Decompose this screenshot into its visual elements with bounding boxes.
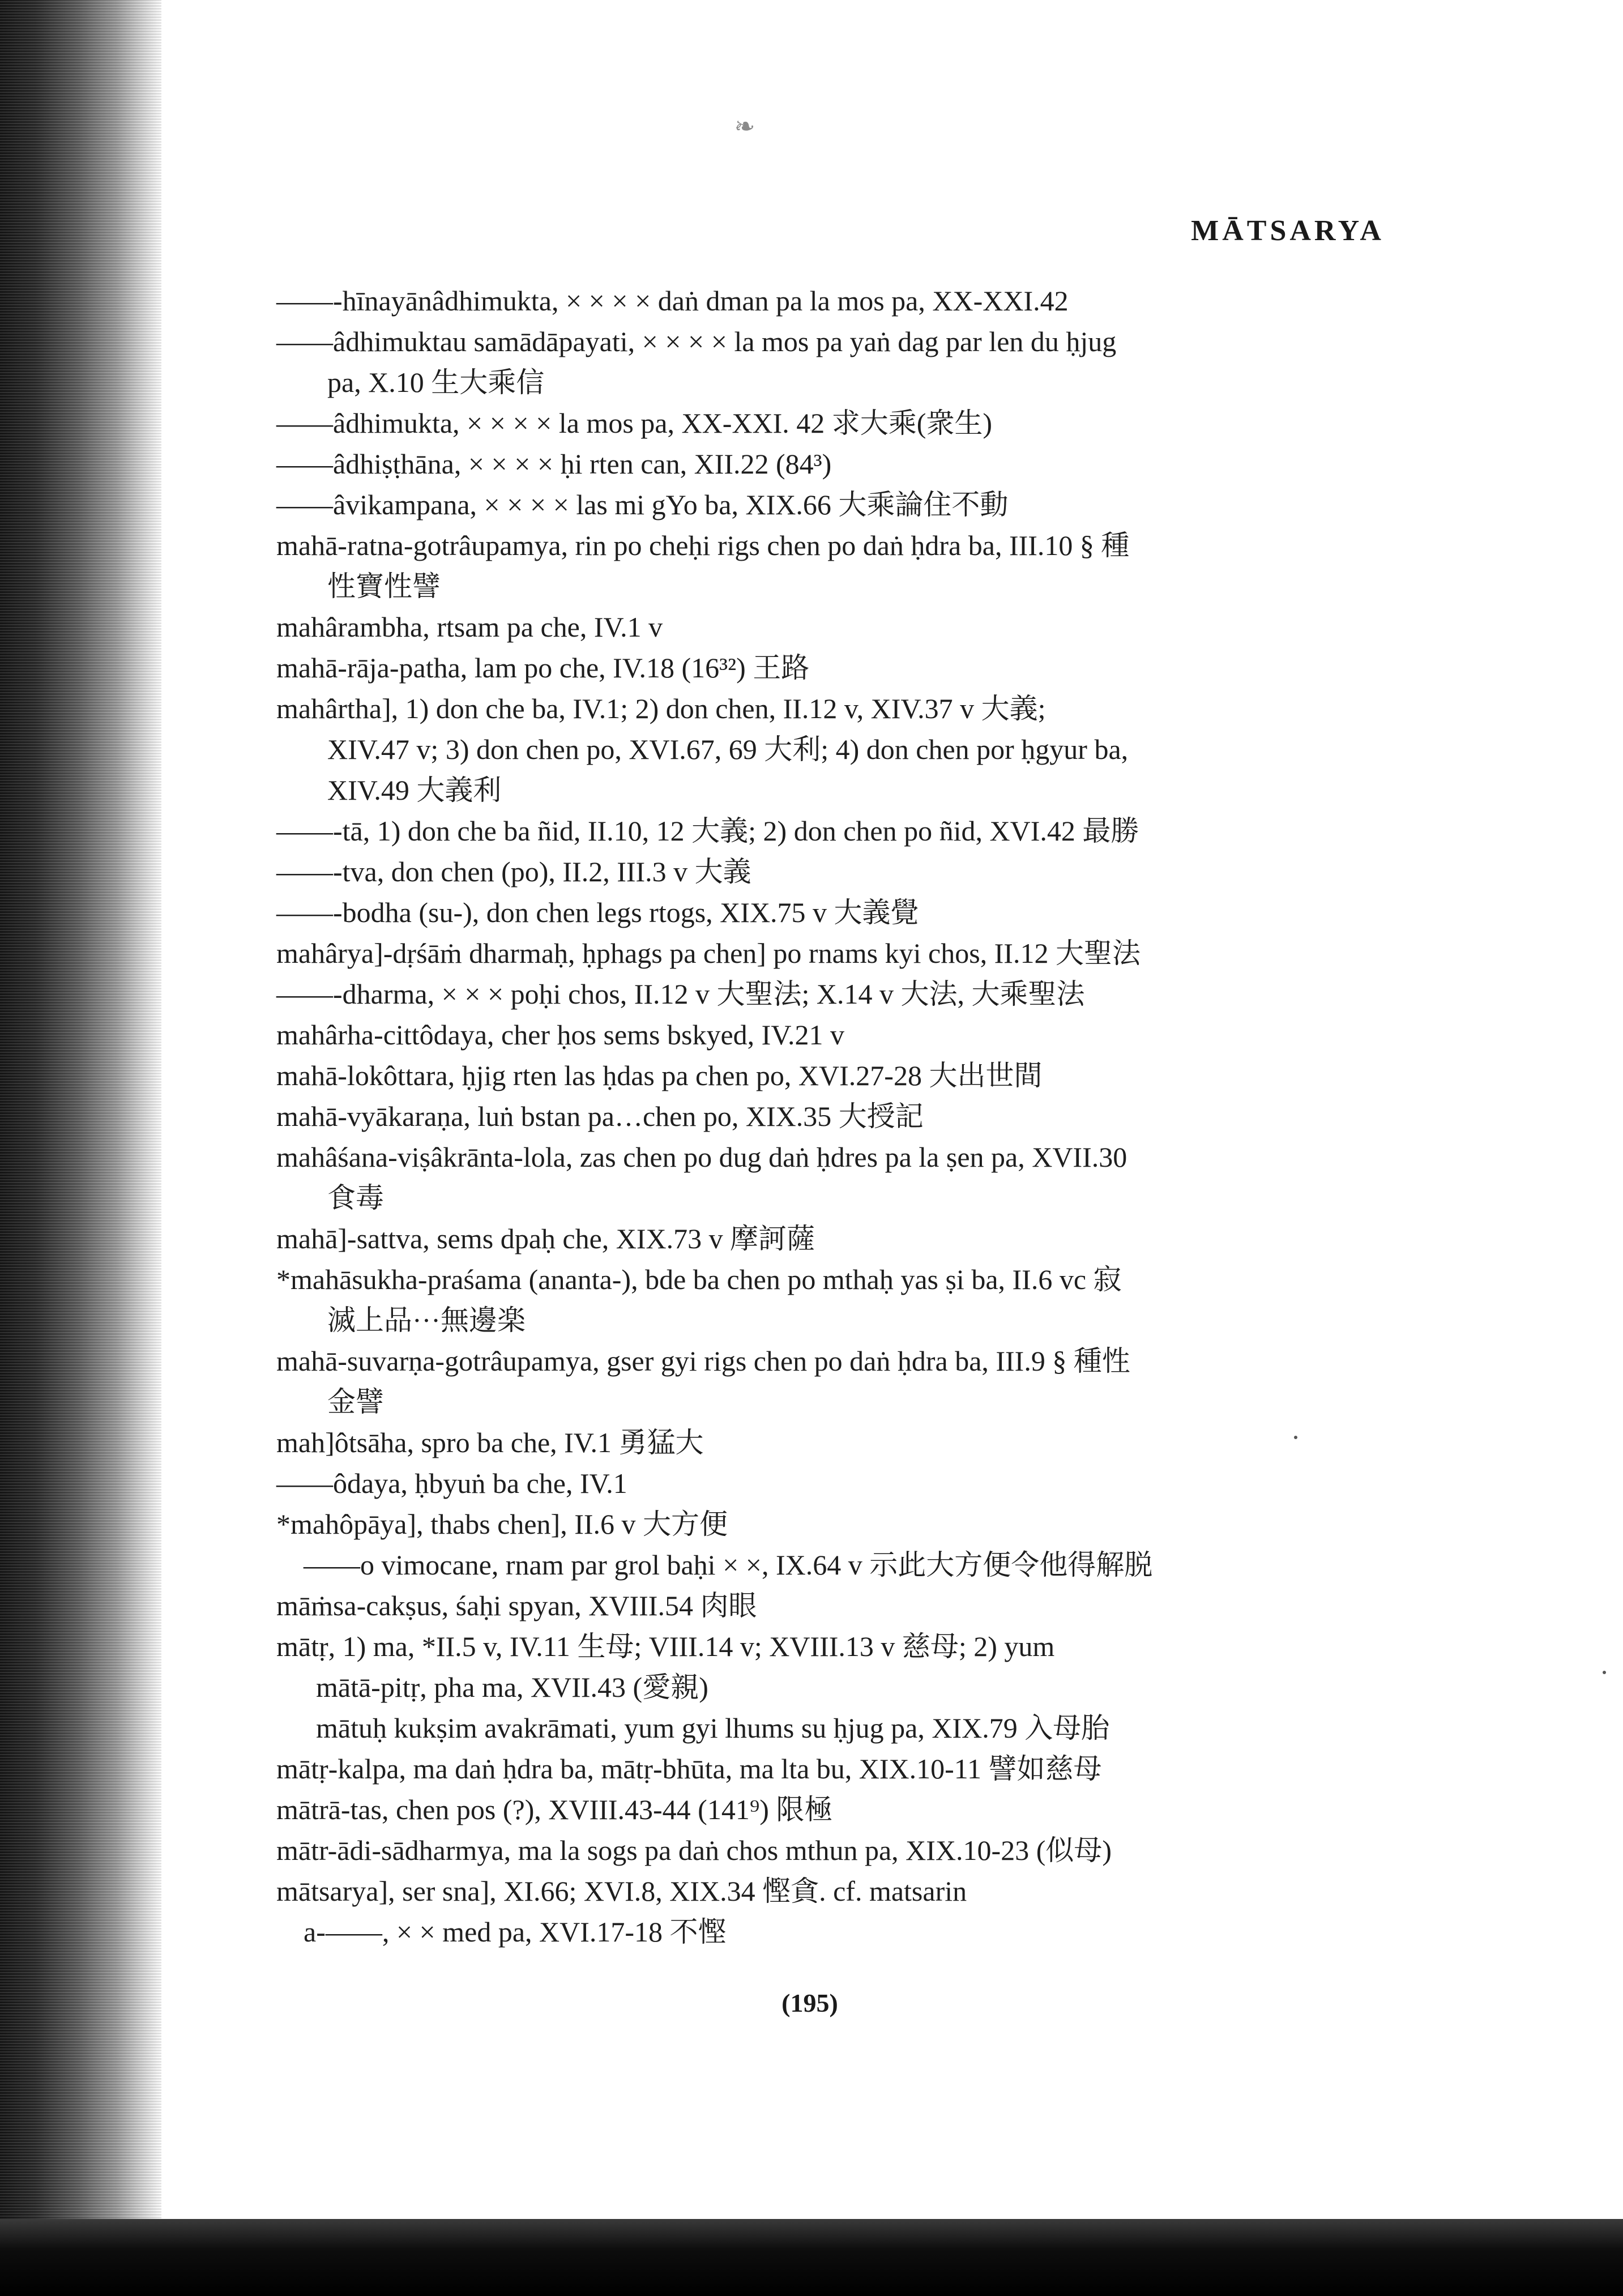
glossary-line: ——âdhimuktau samādāpayati, × × × × la mos pa yaṅ dag par len du ḥjug [276, 326, 1117, 357]
glossary-line: ——âdhimukta, × × × × la mos pa, XX-XXI. 42 求大乘(衆生) [276, 407, 993, 439]
glossary-line: mah]ôtsāha, spro ba che, IV.1 勇猛大 [276, 1427, 704, 1458]
glossary-line: mātr-ādi-sādharmya, ma la sogs pa daṅ chos mthun pa, XIX.10-23 (似母) [276, 1834, 1112, 1866]
glossary-line: ——o vimocane, rnam par grol baḥi × ×, IX.64 v 示此大方便令他得解脱 [304, 1549, 1153, 1581]
glossary-line-continuation: 滅上品···無邊楽 [327, 1304, 526, 1336]
glossary-line: mahârya]-dṛśāṁ dharmaḥ, ḥphags pa chen] po rnams kyi chos, II.12 大聖法 [276, 937, 1141, 969]
glossary-line: mahā-lokôttara, ḥjig rten las ḥdas pa chen po, XVI.27-28 大出世間 [276, 1060, 1043, 1091]
glossary-line: mahā-vyākaraṇa, luṅ bstan pa…chen po, XIX.35 大授記 [276, 1100, 924, 1132]
glossary-line: mahârtha], 1) don che ba, IV.1; 2) don chen, II.12 v, XIV.37 v 大義; [276, 693, 1046, 724]
glossary-line-continuation: XIV.47 v; 3) don chen po, XVI.67, 69 大利; 4) don chen por ḥgyur ba, [327, 733, 1129, 765]
glossary-line: mahā]-sattva, sems dpaḥ che, XIX.73 v 摩訶薩 [276, 1223, 815, 1254]
glossary-line: mātrā-tas, chen pos (?), XVIII.43-44 (141⁹) 限極 [276, 1794, 833, 1825]
glossary-line-continuation: 金譬 [327, 1386, 384, 1418]
page-number: (195) [781, 1988, 838, 2017]
glossary-entries [276, 280, 1386, 1952]
running-title: MĀTSARYA [1191, 215, 1385, 247]
glossary-line: *mahôpāya], thabs chen], II.6 v 大方便 [276, 1508, 728, 1540]
glossary-line: ——-tva, don chen (po), II.2, III.3 v 大義 [276, 856, 751, 887]
glossary-line: mātṛ-kalpa, ma daṅ ḥdra ba, mātṛ-bhūta, ma lta bu, XIX.10-11 譬如慈母 [276, 1753, 1102, 1785]
glossary-line-continuation: 食毒 [327, 1182, 384, 1214]
scan-bottom-shadow [0, 2219, 1623, 2296]
glossary-line: ——-dharma, × × × poḥi chos, II.12 v 大聖法; X.14 v 大法, 大乘聖法 [276, 978, 1085, 1010]
glossary-line: mahā-suvarṇa-gotrâupamya, gser gyi rigs chen po daṅ ḥdra ba, III.9 § 種性 [276, 1345, 1130, 1377]
glossary-line-continuation: XIV.49 大義利 [327, 774, 502, 806]
glossary-line: mātā-pitṛ, pha ma, XVII.43 (愛親) [316, 1671, 708, 1703]
glossary-line: ——-bodha (su-), don chen legs rtogs, XIX.75 v 大義覺 [276, 897, 919, 928]
glossary-line: ——ôdaya, ḥbyuṅ ba che, IV.1 [276, 1467, 627, 1499]
glossary-line: mātsarya], ser sna], XI.66; XVI.8, XIX.34 慳貪. cf. matsarin [276, 1875, 967, 1907]
ornament-icon: ❧ [734, 112, 755, 141]
glossary-line: māṁsa-cakṣus, śaḥi spyan, XVIII.54 肉眼 [276, 1590, 757, 1621]
scan-speck [1294, 1436, 1297, 1439]
glossary-line: ——-tā, 1) don che ba ñid, II.10, 12 大義; 2) don chen po ñid, XVI.42 最勝 [276, 815, 1139, 847]
glossary-line: mahā-rāja-patha, lam po che, IV.18 (16³²) 王路 [276, 652, 810, 684]
glossary-line-continuation: pa, X.10 生大乘信 [327, 366, 545, 398]
glossary-line-continuation: 性寶性譬 [327, 570, 441, 602]
glossary-line: mahârha-cittôdaya, cher ḥos sems bskyed, IV.21 v [276, 1019, 844, 1051]
glossary-line: mahârambha, rtsam pa che, IV.1 v [276, 611, 663, 643]
glossary-line: a-——, × × med pa, XVI.17-18 不慳 [304, 1916, 727, 1948]
glossary-line: *mahāsukha-praśama (ananta-), bde ba chen po mthaḥ yas ṣi ba, II.6 vc 寂 [276, 1264, 1122, 1295]
glossary-line: mātuḥ kukṣim avakrāmati, yum gyi lhums su ḥjug pa, XIX.79 入母胎 [316, 1712, 1110, 1744]
scan-left-shadow [0, 0, 161, 2296]
glossary-line: ——-hīnayānâdhimukta, × × × × daṅ dman pa la mos pa, XX-XXI.42 [276, 285, 1069, 317]
glossary-line: mātṛ, 1) ma, *II.5 v, IV.11 生母; VIII.14 v; XVIII.13 v 慈母; 2) yum [276, 1631, 1055, 1662]
glossary-line: mahā-ratna-gotrâupamya, rin po cheḥi rigs chen po daṅ ḥdra ba, III.10 § 種 [276, 530, 1130, 561]
glossary-line: ——âdhiṣṭhāna, × × × × ḥi rten can, XII.22 (84³) [276, 448, 832, 480]
scan-speck [1603, 1671, 1606, 1674]
glossary-line: ——âvikampana, × × × × las mi gYo ba, XIX.66 大乘論住不動 [276, 489, 1009, 520]
glossary-line: mahâśana-viṣâkrānta-lola, zas chen po dug daṅ ḥdres pa la ṣen pa, XVII.30 [276, 1141, 1127, 1173]
